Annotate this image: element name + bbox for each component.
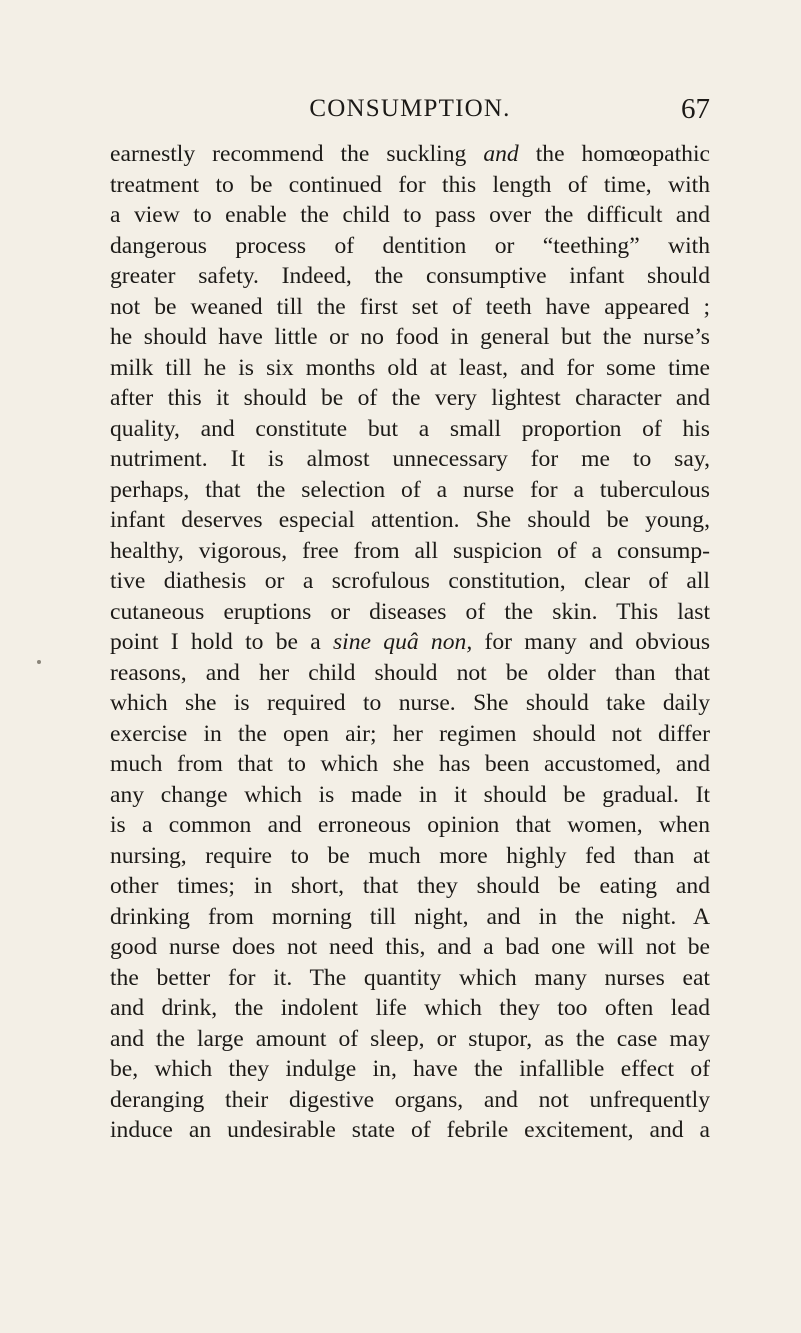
text-segment: the homœopathic (518, 141, 710, 167)
text-segment: nursing, require to be much more highly fed than at (110, 842, 710, 869)
text-segment: much from that to which she has been accustomed, and (110, 751, 710, 777)
text-segment: the better for it. The quantity which many nurses eat (110, 964, 710, 991)
paper-speck (37, 660, 41, 664)
text-line (110, 231, 710, 262)
text-segment: nutriment. It is almost unnecessary for me to say, (110, 446, 710, 472)
text-line (110, 322, 710, 353)
text-line (110, 993, 710, 1024)
page-number: 67 (681, 93, 710, 125)
running-head (110, 89, 710, 129)
text-segment: a view to enable the child to pass over the difficult and (110, 202, 710, 228)
text-segment: greater safety. Indeed, the consumptive infant should (110, 263, 710, 289)
text-segment: treatment to be continued for this length of time, with (110, 171, 710, 198)
text-line (110, 1054, 710, 1085)
text-segment: healthy, vigorous, free from all suspicion of a consump- (110, 537, 710, 564)
text-line (110, 871, 710, 902)
text-line (110, 1115, 710, 1146)
text-line (110, 1085, 710, 1116)
text-line (110, 170, 710, 201)
text-segment: cutaneous eruptions or diseases of the skin. This last (110, 598, 710, 625)
text-segment: is a common and erroneous opinion that women, when (110, 812, 710, 838)
text-segment: which she is required to nurse. She should take daily (110, 690, 710, 716)
text-line (110, 932, 710, 963)
body-paragraph (110, 139, 710, 1146)
text-segment: drinking from morning till night, and in the night. A (110, 903, 710, 930)
text-segment: earnestly recommend the suckling (110, 141, 484, 167)
text-segment: perhaps, that the selection of a nurse for a tuberculous (110, 476, 710, 503)
text-segment: be, which they indulge in, have the infallible effect of (110, 1056, 710, 1082)
text-segment: and the large amount of sleep, or stupor, as the case may (110, 1025, 710, 1052)
text-line (110, 200, 710, 231)
text-line (110, 444, 710, 475)
running-title: CONSUMPTION. (309, 95, 511, 122)
text-segment: any change which is made in it should be gradual. It (110, 781, 710, 808)
text-segment: point I hold to be a (110, 629, 333, 655)
text-segment: reasons, and her child should not be older than that (110, 659, 710, 686)
text-line (110, 475, 710, 506)
text-line (110, 292, 710, 323)
text-segment: milk till he is six months old at least, and for some time (110, 354, 710, 381)
text-segment: he should have little or no food in general but the nurse’s (110, 324, 710, 350)
text-line (110, 139, 710, 170)
text-line (110, 963, 710, 994)
text-segment: tive diathesis or a scrofulous constitution, clear of all (110, 568, 710, 594)
text-line (110, 780, 710, 811)
text-segment: not be weaned till the first set of teeth have appeared ; (110, 293, 710, 320)
text-segment: exercise in the open air; her regimen should not differ (110, 720, 710, 747)
text-segment: for many and obvious (472, 629, 710, 655)
text-line (110, 688, 710, 719)
text-segment: dangerous process of dentition or “teething” with (110, 232, 710, 259)
text-line (110, 810, 710, 841)
text-line (110, 841, 710, 872)
text-segment: and drink, the indolent life which they too often lead (110, 995, 710, 1021)
text-segment: induce an undesirable state of febrile excitement, and a (110, 1117, 710, 1143)
text-line (110, 414, 710, 445)
text-segment: after this it should be of the very lightest character and (110, 385, 710, 411)
text-segment: deranging their digestive organs, and not unfrequently (110, 1086, 710, 1113)
text-line (110, 261, 710, 292)
text-line (110, 383, 710, 414)
text-line (110, 597, 710, 628)
text-line (110, 353, 710, 384)
text-line (110, 627, 710, 658)
text-line (110, 658, 710, 689)
text-segment: good nurse does not need this, and a bad one will not be (110, 934, 710, 960)
italic-text: sine quâ non, (333, 629, 473, 655)
italic-text: and (483, 141, 519, 167)
text-line (110, 719, 710, 750)
text-line (110, 902, 710, 933)
text-segment: other times; in short, that they should be eating and (110, 873, 710, 899)
text-segment: infant deserves especial attention. She should be young, (110, 507, 710, 533)
text-line (110, 566, 710, 597)
text-segment: quality, and constitute but a small proportion of his (110, 415, 710, 442)
text-line (110, 1024, 710, 1055)
text-line (110, 505, 710, 536)
text-line (110, 749, 710, 780)
text-line (110, 536, 710, 567)
